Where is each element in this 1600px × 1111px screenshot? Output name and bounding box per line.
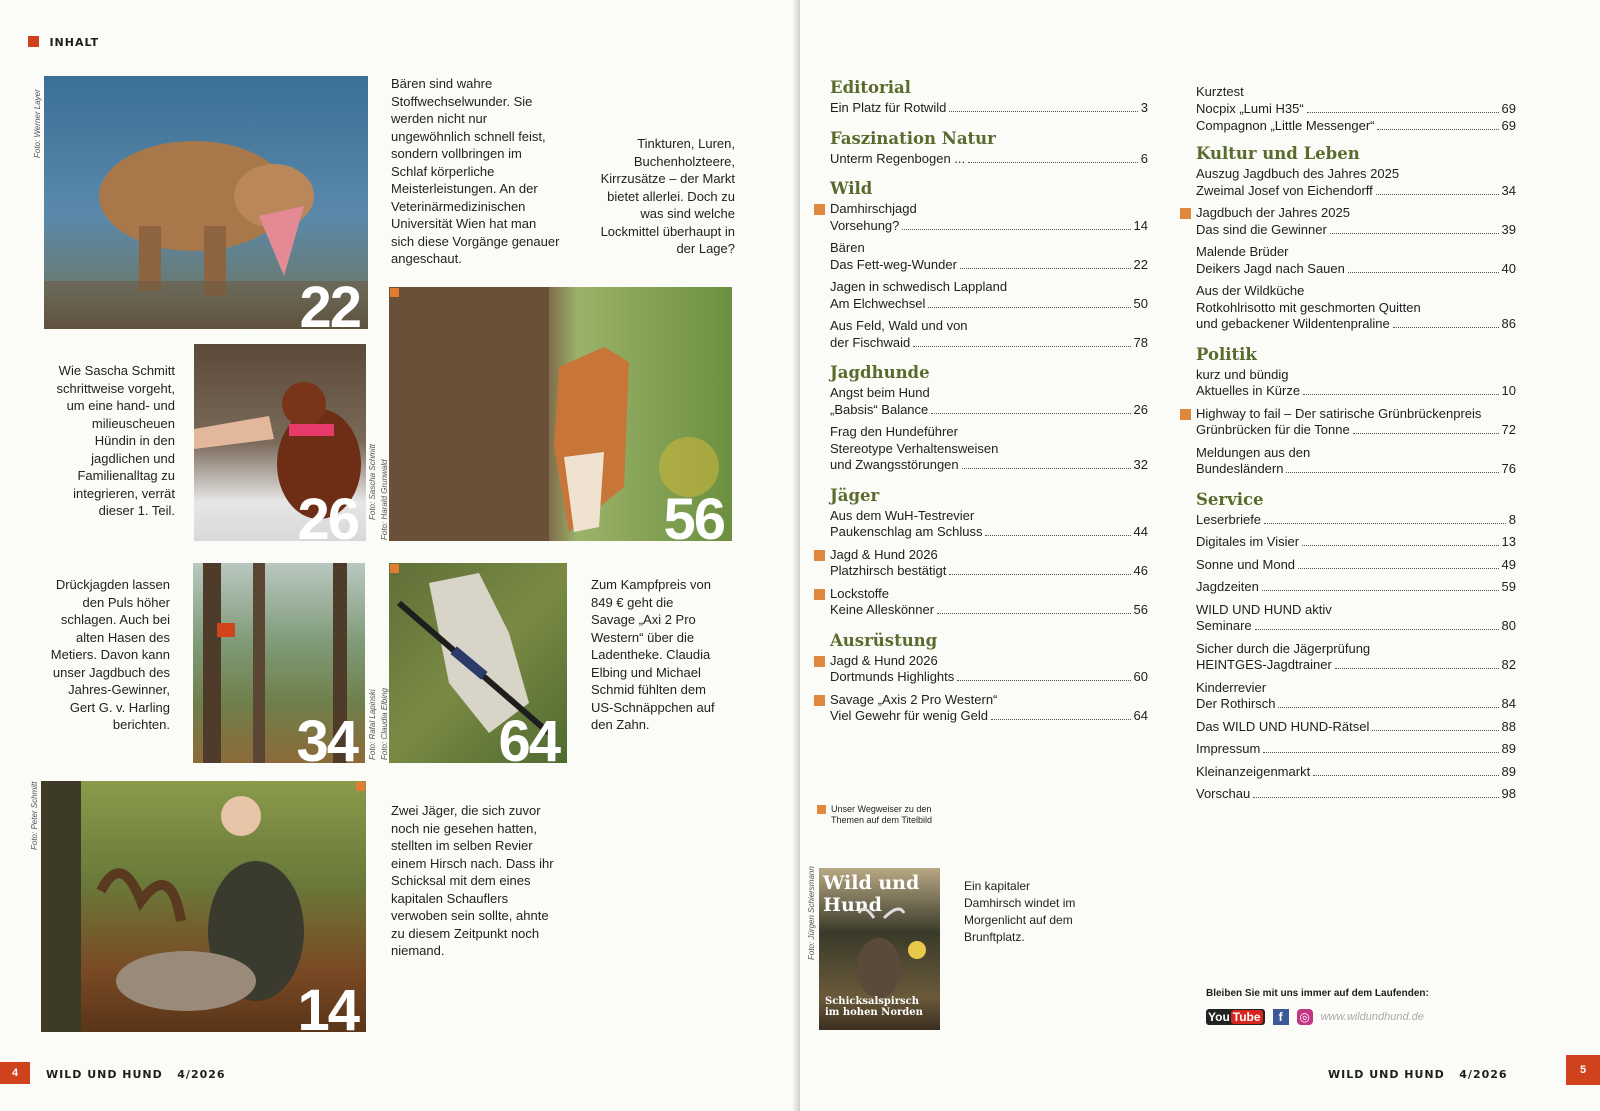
toc-entry[interactable] xyxy=(830,201,1148,234)
caption-deer: Zwei Jäger, die sich zuvor noch nie gesehen hatten, stellten im selben Revier einem Hirsch nach. Dass ihr Schicksal mit dem eines kapitalen Schauflers verwoben sein sollte, ahnte zu diesem Zeitpunkt noch niemand. xyxy=(391,803,554,958)
caption-rifle: Zum Kampfpreis von 849 € geht die Savage „Axi 2 Pro Western“ über die Ladentheke. Claudia Elbing und Michael Schmid fühlten dem US-Schnäppchen auf den Zahn. xyxy=(591,577,715,732)
toc-entry-text: Grünbrücken für die Tonne xyxy=(1196,422,1350,437)
toc-entry-row xyxy=(830,602,1148,619)
toc-entry-text: Am Elchwechsel xyxy=(830,295,926,311)
toc-entry-row xyxy=(1196,764,1516,781)
toc-entry[interactable] xyxy=(1196,557,1516,574)
toc-entry-row xyxy=(1196,383,1516,400)
toc-entry-row xyxy=(1196,534,1516,551)
toc-page-number: 59 xyxy=(1501,579,1516,594)
toc-entry-text: Viel Gewehr für wenig Geld xyxy=(830,708,989,723)
toc-page-number: 56 xyxy=(1133,602,1148,617)
leader-dots xyxy=(991,719,1131,720)
toc-page-number: 3 xyxy=(1140,100,1148,115)
leader-dots xyxy=(962,468,1131,469)
toc-entry-title: Angst beim Hund xyxy=(830,385,930,400)
photo-credit: Foto: Claudia Elbing xyxy=(380,687,389,760)
leader-dots xyxy=(985,535,1130,536)
toc-page-number: 8 xyxy=(1508,511,1516,527)
fox-photo xyxy=(389,287,732,541)
toc-section-heading: Service xyxy=(1196,489,1264,509)
toc-entry[interactable] xyxy=(1196,786,1516,803)
toc-page-number: 84 xyxy=(1501,696,1516,711)
toc-page-number: 34 xyxy=(1501,182,1516,198)
leader-dots xyxy=(949,111,1137,112)
toc-entry[interactable] xyxy=(1196,512,1516,529)
toc-entry-row xyxy=(830,335,1148,352)
cover-topic-marker xyxy=(814,204,825,215)
cover-topic-marker xyxy=(814,589,825,600)
toc-entry-title: Lockstoffe xyxy=(830,585,890,601)
toc-entry[interactable] xyxy=(830,586,1148,619)
toc-entry-title: Auszug Jagdbuch des Jahres 2025 xyxy=(1196,166,1400,181)
toc-entry-text: Nocpix „Lumi H35“ xyxy=(1196,101,1304,116)
social-text: Bleiben Sie mit uns immer auf dem Laufenden: xyxy=(1206,988,1429,999)
toc-page-number: 86 xyxy=(1501,316,1516,331)
toc-entry[interactable] xyxy=(1196,367,1516,400)
toc-entry[interactable] xyxy=(1196,579,1516,596)
cover-topic-marker xyxy=(1180,409,1191,420)
toc-entry[interactable] xyxy=(1196,602,1516,635)
toc-entry-text: Jagdzeiten xyxy=(1196,579,1259,594)
page-number-badge: 26 xyxy=(297,487,358,541)
toc-page-number: 39 xyxy=(1501,221,1516,237)
toc-entry-row xyxy=(1196,261,1516,278)
toc-entry-row xyxy=(1196,719,1516,736)
photo-credit: Foto: Sascha Schmitt xyxy=(368,443,377,520)
toc-entry[interactable] xyxy=(830,318,1148,351)
toc-entry-title: Sicher durch die Jägerprüfung xyxy=(1196,640,1371,656)
toc-page-number: 80 xyxy=(1501,618,1516,633)
footer-magazine: WILD UND HUND 4/2026 xyxy=(46,1068,226,1081)
toc-entry-text: Platzhirsch bestätigt xyxy=(830,563,947,578)
toc-entry-row xyxy=(830,402,1148,419)
toc-column-left xyxy=(830,78,1150,758)
page-number: 4 xyxy=(0,1062,30,1084)
toc-entry-title: Jagdbuch der Jahres 2025 xyxy=(1196,205,1350,220)
toc-page-number: 98 xyxy=(1501,786,1516,801)
leader-dots xyxy=(1307,112,1499,113)
toc-entry-text: Compagnon „Little Messenger“ xyxy=(1196,117,1375,133)
toc-section-heading: Kultur und Leben xyxy=(1196,144,1360,163)
toc-entry-row xyxy=(1196,557,1516,574)
toc-entry-row xyxy=(1196,657,1516,674)
corner-marker xyxy=(390,288,399,297)
leader-dots xyxy=(1335,668,1499,669)
instagram-icon[interactable]: ◎ xyxy=(1297,1009,1313,1025)
rifle-photo xyxy=(389,563,567,763)
corner-marker xyxy=(356,782,365,791)
toc-entry-title: Meldungen aus den xyxy=(1196,444,1311,460)
toc-entry-text: der Fischwaid xyxy=(830,334,911,350)
leader-dots xyxy=(960,268,1131,269)
toc-entry-text: Dortmunds Highlights xyxy=(830,669,955,684)
cover-topic-marker xyxy=(1180,208,1191,219)
toc-page-number: 82 xyxy=(1501,657,1516,672)
toc-entry-title: Jagen in schwedisch Lappland xyxy=(830,279,1008,294)
toc-entry-title: Malende Brüder xyxy=(1196,244,1289,259)
caption-dog: Wie Sascha Schmitt schrittweise vorgeht, um eine hand- und milieuscheuen Hündin in den jagdlichen und Familienalltag zu integrieren, verrät dieser 1. Teil. xyxy=(56,363,175,518)
leader-dots xyxy=(1263,752,1498,753)
toc-entry[interactable] xyxy=(1196,406,1516,439)
leader-dots xyxy=(957,680,1130,681)
toc-entry[interactable] xyxy=(1196,166,1516,199)
toc-entry[interactable] xyxy=(830,692,1148,725)
leader-dots xyxy=(928,307,1130,308)
toc-entry-row xyxy=(830,218,1148,235)
toc-entry-title: Savage „Axis 2 Pro Western“ xyxy=(830,691,998,707)
photo-credit: Foto: Rafal Lapinski xyxy=(368,689,377,760)
social-links xyxy=(1206,1009,1424,1025)
toc-entry[interactable] xyxy=(1196,719,1516,736)
toc-entry-text: Seminare xyxy=(1196,618,1252,633)
toc-entry-row xyxy=(830,100,1148,117)
toc-entry-row xyxy=(1196,118,1516,135)
toc-entry[interactable] xyxy=(1196,118,1516,135)
toc-entry[interactable] xyxy=(1196,101,1516,118)
toc-page-number: 89 xyxy=(1501,763,1516,779)
leader-dots xyxy=(1298,568,1499,569)
legend-marker xyxy=(817,805,826,814)
toc-column-right xyxy=(1196,84,1516,824)
toc-entry-text: Das WILD UND HUND-Rätsel xyxy=(1196,718,1370,734)
toc-entry-row xyxy=(830,151,1148,168)
toc-entry[interactable] xyxy=(1196,244,1516,277)
toc-section-heading: Jagdhunde xyxy=(830,363,930,382)
toc-page-number: 76 xyxy=(1501,461,1516,476)
toc-entry-text: Zweimal Josef von Eichendorff xyxy=(1196,182,1373,198)
toc-entry-title: Aus der Wildküche xyxy=(1196,283,1305,298)
dog-photo xyxy=(194,344,366,541)
toc-entry[interactable] xyxy=(1196,680,1516,713)
toc-page-number: 14 xyxy=(1133,217,1148,233)
toc-entry[interactable] xyxy=(830,547,1148,580)
caption-drive: Drückjagden lassen den Puls höher schlagen. Auch bei alten Hasen des Metiers. Davon kann unser Jagdbuch des Jahres-Gewinner, Gert G. v. Harling berichten. xyxy=(50,577,170,732)
toc-entry-text: Paukenschlag am Schluss xyxy=(830,524,983,539)
leader-dots xyxy=(1302,545,1498,546)
caption-lures: Tinkturen, Luren, Buchenholzteere, Kirrzusätze – der Markt bietet allerlei. Doch zu was sind welche Lockmittel überhaupt in der Lage? xyxy=(600,136,735,256)
page-number-badge: 64 xyxy=(498,709,559,763)
corner-marker xyxy=(390,564,399,573)
cover-topic-marker xyxy=(814,695,825,706)
toc-entry[interactable] xyxy=(1196,741,1516,758)
toc-page-number: 22 xyxy=(1133,256,1148,272)
bear-photo xyxy=(44,76,368,329)
toc-entry-row xyxy=(1196,741,1516,758)
toc-entry-text: und gebackener Wildentenpraline xyxy=(1196,316,1390,331)
youtube-icon[interactable]: You Tube xyxy=(1206,1009,1265,1025)
section-marker xyxy=(28,36,39,47)
toc-entry-row xyxy=(830,457,1148,474)
toc-entry-title: kurz und bündig xyxy=(1196,366,1289,382)
toc-entry-row xyxy=(1196,461,1516,478)
photo-credit: Foto: Harald Grunwald xyxy=(380,459,389,540)
toc-entry-text: Das Fett-weg-Wunder xyxy=(830,256,957,272)
toc-entry[interactable] xyxy=(830,508,1148,541)
toc-section-heading: Wild xyxy=(830,179,873,198)
toc-entry[interactable] xyxy=(830,279,1148,312)
toc-entry-row xyxy=(830,296,1148,313)
leader-dots xyxy=(1377,129,1498,130)
cover-masthead: Wild und Hund xyxy=(823,872,920,916)
page-number-badge: 22 xyxy=(299,275,360,329)
toc-entry[interactable] xyxy=(1196,534,1516,551)
toc-entry-text: Aktuelles in Kürze xyxy=(1196,383,1301,398)
photo-credit: Foto: Jürgen Schiersmann xyxy=(807,866,816,960)
toc-entry-text: „Babsis“ Balance xyxy=(830,401,929,417)
facebook-icon[interactable]: f xyxy=(1273,1009,1289,1025)
toc-page-number: 46 xyxy=(1133,563,1148,578)
leader-dots xyxy=(1330,233,1499,234)
toc-entry[interactable] xyxy=(830,385,1148,418)
leader-dots xyxy=(913,346,1130,347)
toc-entry[interactable] xyxy=(1196,641,1516,674)
toc-section-heading: Faszination Natur xyxy=(830,128,996,148)
toc-entry-text: Digitales im Visier xyxy=(1196,534,1300,549)
toc-entry-text: Vorschau xyxy=(1196,786,1251,801)
toc-entry-title: Damhirschjagd xyxy=(830,201,917,216)
toc-entry[interactable] xyxy=(1196,764,1516,781)
toc-page-number: 89 xyxy=(1501,741,1516,756)
toc-page-number: 6 xyxy=(1140,150,1148,166)
leader-dots xyxy=(968,162,1138,163)
cover-topic-marker xyxy=(814,550,825,561)
toc-page-number: 26 xyxy=(1133,401,1148,417)
section-title: INHALT xyxy=(49,36,100,49)
toc-entry-row xyxy=(830,669,1148,686)
toc-entry-title: Bären xyxy=(830,240,865,255)
toc-page-number: 72 xyxy=(1501,422,1516,437)
leader-dots xyxy=(1255,629,1499,630)
toc-entry-text: HEINTGES-Jagdtrainer xyxy=(1196,657,1332,672)
toc-entry[interactable] xyxy=(1196,205,1516,238)
leader-dots xyxy=(1348,272,1499,273)
toc-entry-text: Der Rothirsch xyxy=(1196,696,1276,711)
toc-entry-title: Jagd & Hund 2026 xyxy=(830,546,938,562)
toc-entry-row xyxy=(1196,422,1516,439)
toc-entry-title: Aus Feld, Wald und von xyxy=(830,318,968,333)
toc-entry-text: Das sind die Gewinner xyxy=(1196,221,1327,237)
toc-page-number: 78 xyxy=(1133,334,1148,350)
right-page xyxy=(800,0,1600,1111)
toc-entry-text: Bundesländern xyxy=(1196,461,1284,476)
toc-entry-title: WILD UND HUND aktiv xyxy=(1196,601,1332,617)
toc-entry-text: Unterm Regenbogen ... xyxy=(830,150,966,166)
toc-entry-row xyxy=(1196,222,1516,239)
leader-dots xyxy=(1372,730,1498,731)
toc-entry-title: Jagd & Hund 2026 xyxy=(830,652,938,668)
toc-entry-text: Keine Alleskönner xyxy=(830,602,935,617)
leader-dots xyxy=(1313,775,1498,776)
cover-headline: Schicksalspirsch im hohen Norden xyxy=(825,996,923,1018)
toc-section-heading: Jäger xyxy=(830,485,880,505)
toc-page-number: 40 xyxy=(1501,260,1516,276)
toc-entry-row xyxy=(830,563,1148,580)
toc-page-number: 13 xyxy=(1501,534,1516,549)
toc-entry-row xyxy=(830,524,1148,541)
toc-entry-subtitle: Stereotype Verhaltensweisen xyxy=(830,440,999,456)
toc-page-number: 32 xyxy=(1133,457,1148,472)
leader-dots xyxy=(1264,523,1506,524)
toc-page-number: 44 xyxy=(1133,524,1148,539)
toc-page-number: 60 xyxy=(1133,669,1148,684)
toc-page-number: 49 xyxy=(1501,556,1516,572)
toc-entry[interactable] xyxy=(830,653,1148,686)
toc-entry-row xyxy=(1196,101,1516,118)
leader-dots xyxy=(937,613,1130,614)
toc-entry-text: Kleinanzeigenmarkt xyxy=(1196,763,1311,779)
page-number-badge: 34 xyxy=(296,709,357,763)
leader-dots xyxy=(1278,707,1498,708)
toc-page-number: 69 xyxy=(1501,117,1516,133)
toc-entry-text: Deikers Jagd nach Sauen xyxy=(1196,260,1345,276)
section-header xyxy=(28,33,99,51)
leader-dots xyxy=(1393,327,1499,328)
toc-entry-row xyxy=(1196,183,1516,200)
photo-credit: Foto: Werner Layer xyxy=(33,89,42,158)
toc-entry[interactable] xyxy=(830,240,1148,273)
cover-thumbnail[interactable] xyxy=(819,868,940,1030)
toc-entry-title: Aus dem WuH-Testrevier xyxy=(830,507,975,523)
toc-entry-row xyxy=(1196,512,1516,529)
toc-entry-title: Frag den Hundeführer xyxy=(830,424,958,439)
toc-section-heading: Editorial xyxy=(830,78,911,97)
toc-entry[interactable] xyxy=(830,424,1148,474)
leader-dots xyxy=(1286,472,1498,473)
page-number-badge: 56 xyxy=(663,487,724,541)
toc-entry-text: Vorsehung? xyxy=(830,217,900,233)
toc-entry-row xyxy=(1196,786,1516,803)
toc-section-heading: Politik xyxy=(1196,344,1257,364)
leader-dots xyxy=(1253,797,1498,798)
leader-dots xyxy=(1262,590,1499,591)
footer-magazine: WILD UND HUND 4/2026 xyxy=(1328,1068,1508,1081)
toc-entry-title: Kinderrevier xyxy=(1196,679,1267,695)
toc-entry-text: Leserbriefe xyxy=(1196,511,1262,527)
leader-dots xyxy=(1353,433,1499,434)
leader-dots xyxy=(931,413,1130,414)
toc-page-number: 10 xyxy=(1501,383,1516,398)
toc-entry[interactable] xyxy=(1196,445,1516,478)
cover-caption: Ein kapitaler Damhirsch windet im Morgenlicht auf dem Brunftplatz. xyxy=(964,879,1076,944)
caption-bears: Bären sind wahre Stoffwechselwunder. Sie werden nicht nur ungewöhnlich schnell feist, sondern vollbringen im Schlaf körperliche Meisterleistungen. An der Veterinärmedizinischen Universität Wien hat man sich diese Vorgänge genauer angeschaut. xyxy=(391,76,560,266)
website-link[interactable]: www.wildundhund.de xyxy=(1320,1011,1424,1023)
page-number: 5 xyxy=(1566,1055,1600,1085)
toc-entry-text: Sonne und Mond xyxy=(1196,556,1296,572)
toc-entry-text: Ein Platz für Rotwild xyxy=(830,100,947,115)
kurztest-label: Kurztest xyxy=(1196,84,1244,99)
toc-entry-text: Impressum xyxy=(1196,741,1261,756)
toc-entry-subtitle: Rotkohlrisotto mit geschmorten Quitten xyxy=(1196,299,1421,315)
toc-page-number: 69 xyxy=(1501,101,1516,116)
legend: Unser Wegweiser zu den Themen auf dem Titelbild xyxy=(817,804,957,826)
toc-entry-row xyxy=(830,257,1148,274)
leader-dots xyxy=(1303,394,1498,395)
toc-entry-text: und Zwangsstörungen xyxy=(830,457,959,472)
toc-page-number: 64 xyxy=(1133,708,1148,723)
toc-entry-title: Highway to fail – Der satirische Grünbrückenpreis xyxy=(1196,405,1482,421)
photo-credit: Foto: Peter Schmitt xyxy=(30,781,39,850)
page-number-badge: 14 xyxy=(297,978,358,1032)
toc-entry-row xyxy=(830,708,1148,725)
forest-photo xyxy=(193,563,365,763)
toc-entry[interactable] xyxy=(830,100,1148,117)
hunter-photo xyxy=(41,781,366,1032)
toc-entry-row xyxy=(1196,316,1516,333)
leader-dots xyxy=(902,229,1130,230)
left-page xyxy=(0,0,796,1111)
toc-page-number: 88 xyxy=(1501,718,1516,734)
toc-entry-row xyxy=(1196,579,1516,596)
toc-entry-row xyxy=(1196,696,1516,713)
leader-dots xyxy=(1376,194,1499,195)
cover-topic-marker xyxy=(814,656,825,667)
toc-entry[interactable] xyxy=(1196,283,1516,333)
leader-dots xyxy=(949,574,1130,575)
toc-page-number: 50 xyxy=(1133,295,1148,311)
toc-entry[interactable] xyxy=(830,151,1148,168)
toc-entry-row xyxy=(1196,618,1516,635)
toc-section-heading: Ausrüstung xyxy=(830,630,938,650)
